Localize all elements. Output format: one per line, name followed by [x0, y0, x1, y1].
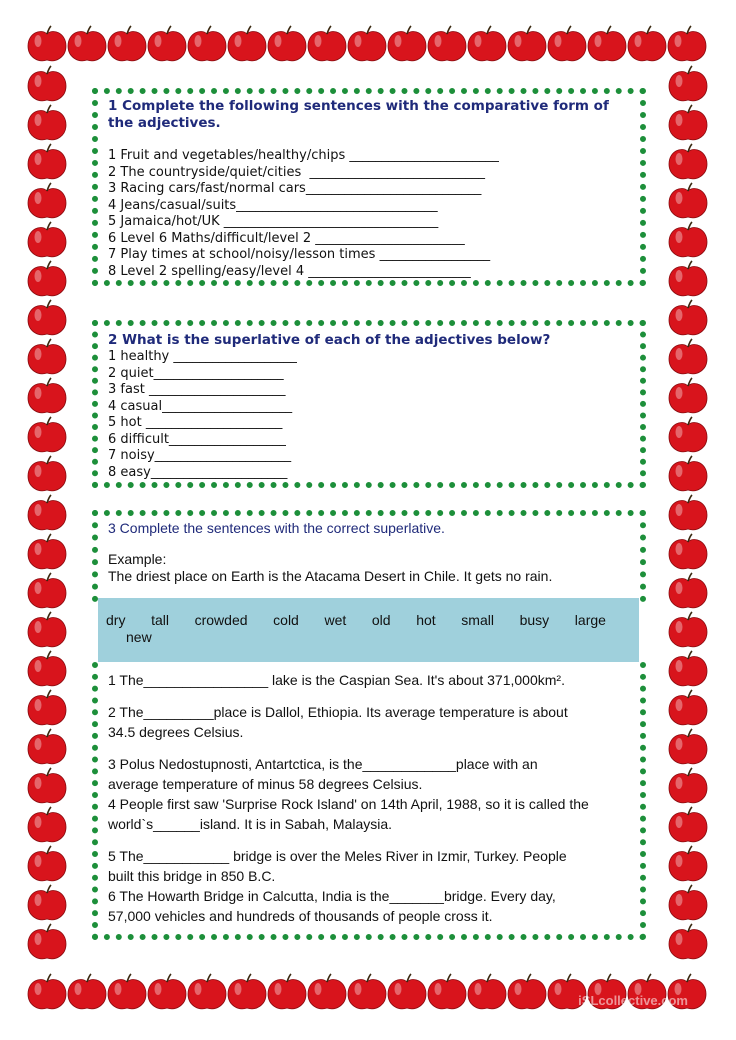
exercise-1-item[interactable]: 5 Jamaica/hot/UK _________________________________	[108, 214, 439, 229]
apple-icon	[28, 807, 66, 842]
apple-icon	[669, 612, 707, 647]
exercise-2-item[interactable]: 7 noisy_____________________	[108, 448, 292, 463]
apple-icon	[388, 974, 426, 1009]
exercise-3-title: 3 Complete the sentences with the correct superlative.	[108, 520, 445, 536]
apple-icon	[28, 144, 66, 179]
apple-icon	[148, 974, 186, 1009]
exercise-1-item[interactable]: 2 The countryside/quiet/cities ___________________________	[108, 164, 486, 180]
apple-icon	[428, 26, 466, 61]
exercise-1-title-line-2: the adjectives.	[108, 115, 221, 131]
exercise-1-title	[108, 98, 630, 132]
exercise-2-item[interactable]: 8 easy_____________________	[108, 464, 288, 480]
apple-icon	[548, 26, 586, 61]
word-bank-word: hot	[416, 612, 436, 628]
example-label: Example:	[108, 551, 167, 567]
apple-icon	[468, 26, 506, 61]
apple-icon	[28, 768, 66, 803]
apple-icon	[468, 974, 506, 1009]
apple-icon	[669, 573, 707, 608]
exercise-2-box	[92, 320, 646, 488]
exercise-1-box	[92, 88, 646, 286]
apple-icon	[28, 495, 66, 530]
apple-icon	[28, 885, 66, 920]
question-line: average temperature of minus 58 degrees Celsius.	[108, 776, 423, 792]
question-line: 1 The________________ lake is the Caspian Sea. It's about 371,000km².	[108, 672, 565, 688]
apple-icon	[28, 222, 66, 257]
apple-icon	[68, 974, 106, 1009]
apple-icon	[668, 26, 706, 61]
apple-icon	[669, 456, 707, 491]
exercise-2-item[interactable]: 3 fast _____________________	[108, 382, 286, 397]
apple-icon	[669, 690, 707, 725]
apple-icon	[68, 26, 106, 61]
apple-icon	[148, 26, 186, 61]
exercise-1-title-line-1: 1 Complete the following sentences with the comparative form of	[108, 98, 609, 114]
word-bank-word: new	[126, 629, 152, 645]
question-line: 34.5 degrees Celsius.	[108, 724, 244, 740]
word-bank-word: cold	[273, 612, 299, 628]
question-line: 57,000 vehicles and hundreds of thousands of people cross it.	[108, 908, 493, 924]
apple-icon	[508, 26, 546, 61]
exercise-1-list	[108, 148, 630, 280]
apple-icon	[28, 26, 66, 61]
apple-icon	[669, 222, 707, 257]
exercise-2-item[interactable]: 2 quiet____________________	[108, 365, 284, 381]
apple-icon	[28, 300, 66, 335]
apple-icon	[108, 974, 146, 1009]
apple-icon	[188, 26, 226, 61]
apple-icon	[268, 974, 306, 1009]
exercise-2-item[interactable]: 6 difficult__________________	[108, 431, 286, 447]
apple-icon	[669, 66, 707, 101]
apple-icon	[268, 26, 306, 61]
apple-icon	[28, 534, 66, 569]
apple-icon	[28, 924, 66, 959]
apple-icon	[388, 26, 426, 61]
question-2[interactable]	[108, 702, 630, 742]
apple-icon	[228, 26, 266, 61]
apple-icon	[669, 534, 707, 569]
apple-icon	[669, 300, 707, 335]
question-line: 6 The Howarth Bridge in Calcutta, India is the_______bridge. Every day,	[108, 888, 556, 904]
apple-icon	[28, 690, 66, 725]
word-bank-word: small	[461, 612, 494, 628]
question-3[interactable]	[108, 754, 630, 794]
exercise-2-item[interactable]: 4 casual____________________	[108, 398, 293, 414]
question-6[interactable]	[108, 886, 630, 926]
apple-icon	[108, 26, 146, 61]
exercise-3-box	[92, 510, 646, 602]
apple-icon	[28, 417, 66, 452]
apple-icon	[28, 105, 66, 140]
apple-icon	[669, 495, 707, 530]
apple-icon	[669, 807, 707, 842]
apple-icon	[669, 105, 707, 140]
apple-icon	[28, 846, 66, 881]
apple-icon	[669, 651, 707, 686]
apple-icon	[669, 924, 707, 959]
apple-icon	[669, 417, 707, 452]
watermark: iSLcollective.com	[578, 993, 688, 1008]
apple-icon	[28, 456, 66, 491]
apple-icon	[669, 183, 707, 218]
exercise-1-item[interactable]: 6 Level 6 Maths/difficult/level 2 _______________________	[108, 230, 465, 246]
apple-icon	[669, 729, 707, 764]
question-line: world`s______island. It is in Sabah, Malaysia.	[108, 816, 393, 832]
word-bank-word: large	[574, 612, 606, 628]
exercise-1-item[interactable]: 7 Play times at school/noisy/lesson times _________________	[108, 247, 491, 262]
apple-icon	[669, 261, 707, 296]
apple-icon	[28, 729, 66, 764]
exercise-2-item[interactable]: 1 healthy ___________________	[108, 349, 297, 364]
exercise-2-item[interactable]: 5 hot _____________________	[108, 415, 283, 430]
apple-icon	[28, 339, 66, 374]
exercise-1-item[interactable]: 3 Racing cars/fast/normal cars___________________________	[108, 181, 482, 196]
exercise-3-questions-box	[92, 662, 646, 940]
word-bank-word: crowded	[194, 612, 248, 628]
question-5[interactable]	[108, 846, 630, 886]
question-line: 3 Polus Nedostupnosti, Antartctica, is the____________place with an	[108, 756, 538, 772]
question-4[interactable]	[108, 794, 630, 834]
apple-icon	[28, 261, 66, 296]
exercise-1-item[interactable]: 1 Fruit and vegetables/healthy/chips _______________________	[108, 148, 499, 163]
apple-icon	[28, 378, 66, 413]
word-bank-row-1	[106, 612, 606, 628]
apple-icon	[669, 144, 707, 179]
question-line: 2 The_________place is Dallol, Ethiopia. Its average temperature is about	[108, 704, 568, 720]
word-bank	[98, 598, 639, 662]
apple-icon	[308, 974, 346, 1009]
question-line: 4 People first saw 'Surprise Rock Island' on 14th April, 1988, so it is called the	[108, 796, 589, 812]
apple-icon	[428, 974, 466, 1009]
exercise-1-item[interactable]: 4 Jeans/casual/suits_______________________________	[108, 197, 438, 213]
apple-icon	[188, 974, 226, 1009]
exercise-2-list	[108, 349, 630, 481]
word-bank-word: old	[371, 612, 391, 628]
apple-icon	[348, 974, 386, 1009]
word-bank-word: dry	[106, 612, 126, 628]
apple-icon	[28, 612, 66, 647]
apple-icon	[628, 26, 666, 61]
question-line: 5 The___________ bridge is over the Meles River in Izmir, Turkey. People	[108, 848, 567, 864]
example-text: The driest place on Earth is the Atacama Desert in Chile. It gets no rain.	[108, 568, 553, 584]
apple-icon	[28, 183, 66, 218]
apple-icon	[348, 26, 386, 61]
exercise-1-item[interactable]: 8 Level 2 spelling/easy/level 4 _________________________	[108, 263, 471, 279]
apple-icon	[28, 573, 66, 608]
apple-icon	[669, 846, 707, 881]
word-bank-word: tall	[151, 612, 169, 628]
apple-icon	[669, 885, 707, 920]
word-bank-word: busy	[519, 612, 550, 628]
question-1[interactable]	[108, 670, 630, 690]
word-bank-word: wet	[324, 612, 347, 628]
question-line: built this bridge in 850 B.C.	[108, 868, 276, 884]
apple-icon	[669, 339, 707, 374]
exercise-2-title: 2 What is the superlative of each of the adjectives below?	[108, 332, 551, 348]
apple-icon	[669, 378, 707, 413]
apple-icon	[508, 974, 546, 1009]
apple-icon	[669, 768, 707, 803]
apple-icon	[588, 26, 626, 61]
apple-icon	[28, 66, 66, 101]
apple-icon	[228, 974, 266, 1009]
apple-icon	[28, 974, 66, 1009]
apple-icon	[28, 651, 66, 686]
apple-icon	[308, 26, 346, 61]
